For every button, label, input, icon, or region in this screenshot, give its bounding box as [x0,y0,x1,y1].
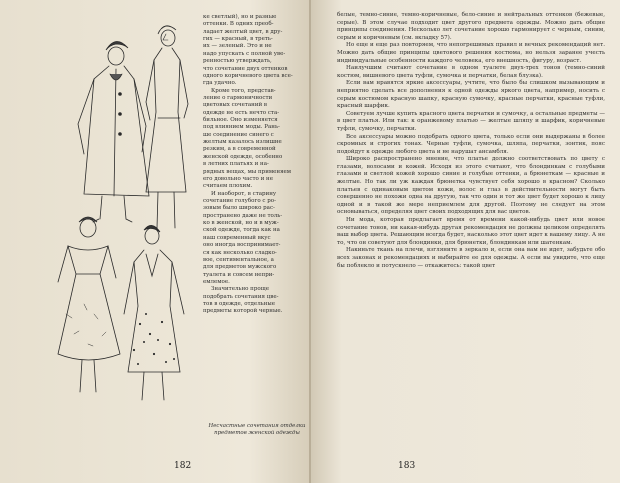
text-line: И наоборот, в старину [211,190,277,197]
text-line: рядных вещах, мы применяем [203,168,292,175]
text-line: надо упускать с полной уве- [203,50,286,57]
text-line: цветовых сочетаний в [203,102,268,109]
text-line: его довольно часто и не [203,175,273,182]
text-line: гих — красный, в треть- [203,36,273,43]
text-line: тов в одежде, отдельные [203,301,275,308]
paragraph: Широко распространено мнение, что платье должно соответствовать по цвету с глазами, волосами и кожей. Исходя из этого считают, что блондинкам с голубыми глазами и светлой кожей хорошо синие и голубые оттенки, а брюнеткам — красные и желтые. Но так ли уж каждая брюнетка чувствует себя хорошо в красном? Сколько платьев с одинаковым цветом кожи, волос и глаз в действительности могут быть совершенно не похожи одна на другую, так что один и тот же цвет будет хорошо к лицу одной и в такой же мере неприемлем для другой. Поэтому не следует на этом основываться, определяя цвет своих подходящих для вас цветов. [337,156,605,216]
paragraph: Если вам нравятся яркие аксессуары, учтите, что было бы слишком вызывающим и неприятно сделать все дополнения к одной одежды яркого цвета, например, носить с серым костюмом красную шапку, красную сумочку, красные перчатки, красные туфли, красный шарфик. [337,80,605,110]
text-line: считаем плохим. [203,183,253,190]
text-line: ление о гармоничности [203,94,273,101]
text-line: под влиянием моды. Рань- [203,124,280,131]
paragraph: Но еще и еще раз повторяем, что непогрешимых правил и вечных рекомендаций нет. Можно дать общие принципы цветового решения костюма, но нельзя заранее учесть индивидуальные особенности каждого человека, его внешность, фигуру, возраст. [337,42,605,64]
text-line: емлемое. [203,278,230,285]
text-line: ше соединение синего с [203,131,274,138]
text-line: ладает желтый цвет, в дру- [203,28,283,35]
text-line: ке светлый), но и разные [203,14,277,20]
text-line: гда удачно. [203,80,237,87]
paragraph: Накиньте ткань на плечи, взгляните в зеркало и, если она вам не идет, забудьте обо всех законах и рекомендациях и выбирайте ее для одежды. А если вы увидите, что еще бы поблекло и потускнело — откажитесь: такой цвет [337,247,605,269]
text-line: ся как несколько сладко- [203,249,277,256]
text-line: в летних платьях и на- [203,161,269,168]
fashion-illustration [54,14,204,409]
text-line: бильное. Оно изменяется [203,117,278,124]
text-line: вое, сентиментальное, а [203,256,274,263]
text-line: подобрать сочетания цве- [203,293,279,300]
text-line: Значительно проще [211,286,270,293]
paragraph: Наилучшим считают сочетание в одном туалете двух-трех тонов (темно-синий костюм, вишневого цвета туфли, сумочка и перчатки, белая блузка). [337,65,605,79]
text-line: их — зеленый. Это и не [203,43,272,50]
paragraph: Все аксессуары можно подобрать одного цвета, только если они выдержаны в более скромных и строгих тонах. Черные туфли, сумочка, шляпа, перчатки, зонтик, пояс подойдут к одежде любого цвета и не нарушат ансамбля. [337,133,605,155]
text-line: желтым казалось излишне [203,139,282,146]
page-number-left: 182 [174,461,192,471]
paragraph: Советуем лучше купить красного цвета перчатки и сумочку, а остальные предметы — в цвет платья. Или так: к оранжевому платью — желтые шляпу и шарфик, коричневые туфли, сумочку, перчатки. [337,110,605,132]
left-column-text [203,14,307,316]
text-line: зовым было широко рас- [203,205,275,212]
text-line: Кроме того, представ- [211,87,276,94]
text-line: предметы которой черные. [203,308,283,315]
text-line: для предметов мужского [203,264,277,271]
illustration-caption: Несчастные сочетания отделки предметов женской одежды [208,423,306,437]
text-line: ко в женской, но и в муж- [203,220,279,227]
text-line: оно иногда воспринимает- [203,242,281,249]
paragraph: белые, темно-синие, темно-коричневые, бело-синие и нейтральных оттенков (бежевые, серые). В этом случае подходит цвет другого предмета одежды. Можно дать общие принципы соединения. Несколько лет сочетание хорошо гармонирует с черным, синим, серым и коричневым (см. вкладку 57). [337,12,605,41]
text-line: туалета и совсем непри- [203,271,275,278]
text-line: ренностью утверждать, [203,58,272,65]
text-line: одного коричневого цвета все- [203,72,293,79]
text-line: пространено даже не толь- [203,212,283,219]
text-line: ской одежде, тогда как на [203,227,280,234]
text-line: одежде не есть нечто ста- [203,109,280,116]
text-line: оттенки. В одних преоб- [203,21,274,28]
page-number-right: 183 [398,461,416,471]
paragraph: Ни мода, которая предлагает время от времени какой-нибудь цвет или новое сочетание тонов, ни какая-нибудь другая рекомендация не должны целиком определять ваш выбор цвета. Решающим всегда будет, насколько этот цвет идет к вашему лицу. А не то, что он советуют для блондинки, для брюнетки, блондинкам или шатенкам. [337,217,605,246]
text-line: резким, а в современной [203,146,276,153]
right-page [311,0,620,483]
text-line: женской одежде, особенно [203,153,283,160]
right-column-text [337,12,605,270]
text-line: сочетание голубого с ро- [203,197,276,204]
text-line: наш современный вкус [203,234,271,241]
text-line: что сочетание двух оттенков [203,65,288,72]
